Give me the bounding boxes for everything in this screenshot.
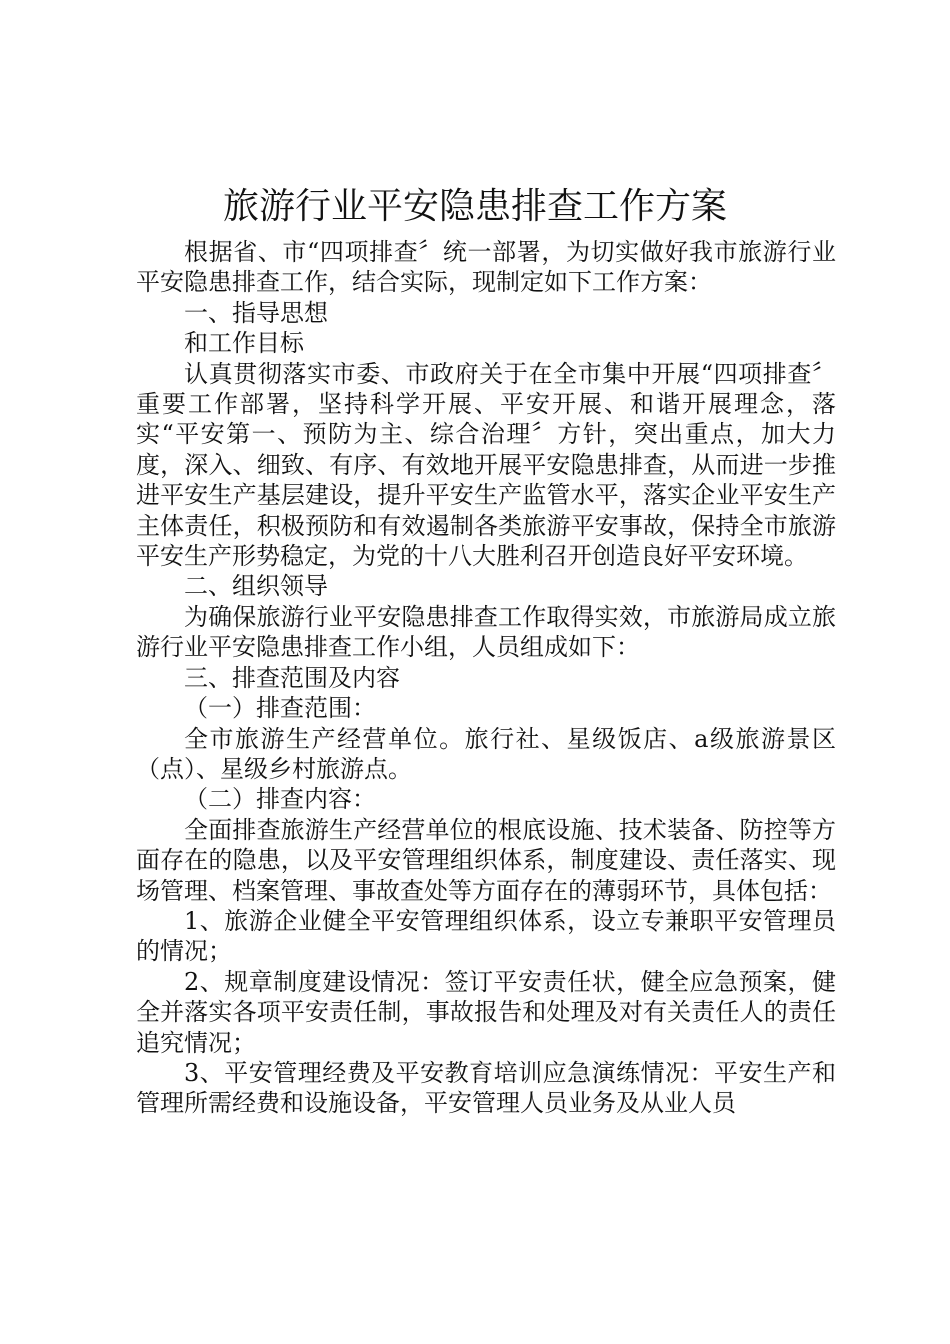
paragraph-content: 全面排查旅游生产经营单位的根底设施、技术装备、防控等方面存在的隐患，以及平安管理组织体系，制度建设、责任落实、现场管理、档案管理、事故查处等方面存在的薄弱环节，具体包括： xyxy=(136,815,836,905)
subheading-content: （二）排查内容： xyxy=(184,785,376,814)
list-item-2: 2、规章制度建设情况：签订平安责任状，健全应急预案，健全并落实各项平安责任制，事故报告和处理及对有关责任人的责任追究情况； xyxy=(136,967,836,1057)
paragraph-goals: 认真贯彻落实市委、市政府关于在全市集中开展“四项排查〞重要工作部署，坚持科学开展、平安开展、和谐开展理念，落实“平安第一、预防为主、综合治理〞方针，突出重点，加大力度，深入、细致、有序、有效地开展平安隐患排查，从而进一步推进平安生产基层建设，提升平安生产监管水平，落实企业平安生产主体责任，积极预防和有效遏制各类旅游平安事故，保持全市旅游平安生产形势稳定，为党的十八大胜利召开创造良好平安环境。 xyxy=(136,359,836,571)
document-title: 旅游行业平安隐患排查工作方案 xyxy=(222,186,727,227)
paragraph-intro: 根据省、市“四项排查〞统一部署，为切实做好我市旅游行业平安隐患排查工作，结合实际，现制定如下工作方案： xyxy=(136,238,836,297)
heading-guiding-thought: 一、指导思想 xyxy=(184,298,328,327)
list-item-3: 3、平安管理经费及平安教育培训应急演练情况：平安生产和管理所需经费和设施设备，平安管理人员业务及从业人员 xyxy=(136,1058,836,1118)
paragraph-scope: 全市旅游生产经营单位。旅行社、星级饭店、a级旅游景区（点）、星级乡村旅游点。 xyxy=(136,724,836,783)
list-item-1: 1、旅游企业健全平安管理组织体系，设立专兼职平安管理员的情况； xyxy=(136,906,836,966)
document-body xyxy=(136,237,836,1119)
heading-work-goals: 和工作目标 xyxy=(184,329,304,358)
paragraph-organization: 为确保旅游行业平安隐患排查工作取得实效，市旅游局成立旅游行业平安隐患排查工作小组，人员组成如下： xyxy=(136,602,836,662)
heading-scope-content: 三、排查范围及内容 xyxy=(184,663,400,692)
subheading-scope: （一）排查范围： xyxy=(184,694,376,723)
heading-organization: 二、组织领导 xyxy=(184,572,328,601)
